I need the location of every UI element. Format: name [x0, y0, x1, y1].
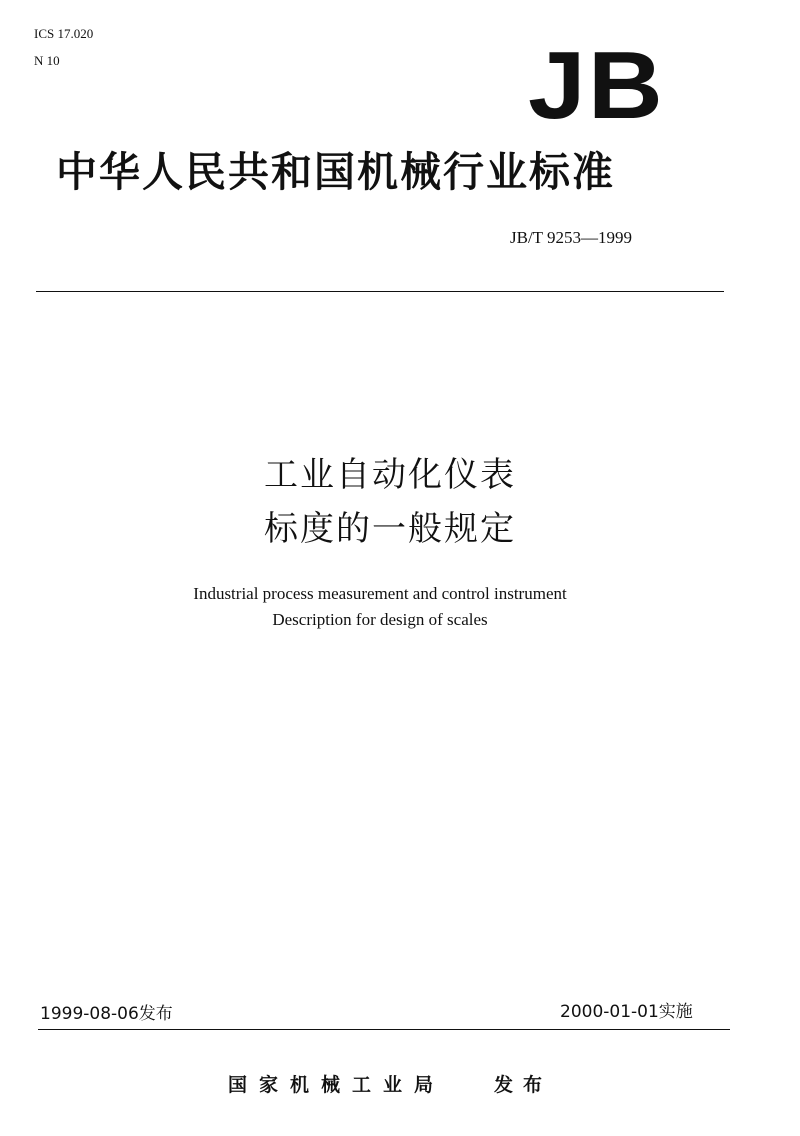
implement-date: 2000-01-01实施 [560, 1002, 693, 1022]
issue-label: 发布 [494, 1074, 553, 1096]
english-title-line-2: Description for design of scales [272, 610, 488, 629]
issuing-authority: 国家机械工业局 [228, 1074, 446, 1096]
english-title [0, 581, 760, 633]
chinese-title-line-1: 工业自动化仪表 [264, 455, 516, 495]
footer-divider [38, 1029, 730, 1030]
ccs-code: N 10 [34, 53, 60, 68]
standard-number: JB/T 9253—1999 [510, 228, 633, 247]
jb-logo: JB [528, 32, 665, 139]
standard-authority-title: 中华人民共和国机械行业标准 [56, 148, 615, 196]
english-title-line-1: Industrial process measurement and control instrument [193, 584, 567, 603]
ics-code: ICS 17.020 [34, 26, 94, 41]
chinese-title [0, 448, 780, 556]
publish-date: 1999-08-06发布 [40, 1004, 173, 1024]
chinese-title-line-2: 标度的一般规定 [264, 509, 516, 549]
header-divider [36, 291, 724, 292]
